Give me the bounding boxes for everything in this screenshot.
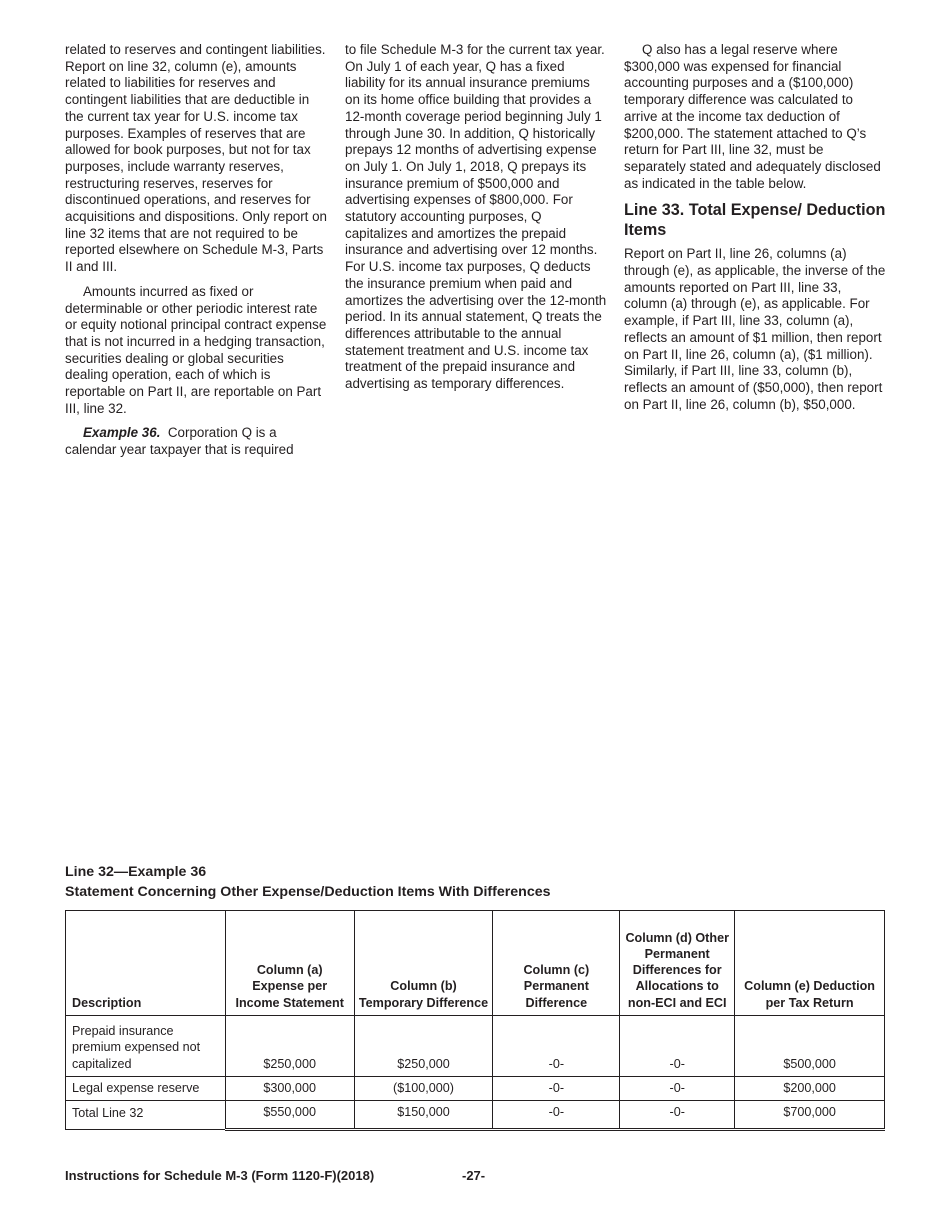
row-description: Total Line 32 [66, 1101, 226, 1130]
paragraph: Q also has a legal reserve where $300,000 was expensed for financial accounting purposes and a ($100,000) temporary difference was calculated to arrive at the income tax deduction of $200,000. The statement attached to Q’s return for Part III, line 32, must be separately stated and adequately disclosed as indicated in the table below. [624, 42, 881, 191]
cell-column-b: $250,000 [354, 1016, 493, 1077]
paragraph: Report on Part II, line 26, columns (a) through (e), as applicable, the inverse of the amounts reported on Part III, line 33, column (a) through (e), as applicable. For example, if Part III, line 33, column (a), reflects an amount of $1 million, then report on Part II, line 26, column (a), ($1 million). Similarly, if Part III, line 33, column (b), reflects an amount of ($50,000), then report on Part II, line 26, column (b), $50,000. [624, 246, 886, 412]
cell-column-a: $250,000 [225, 1016, 354, 1077]
cell-column-d: -0- [620, 1101, 735, 1130]
paragraph: Amounts incurred as fixed or determinable or other periodic interest rate or equity notional principal contract expense that is not incurred in a hedging transaction, securities dealing or global securities dealing operation, each of which is reportable on Part II, are reportable on Part III, line 32. [65, 283, 327, 416]
header-description: Description [66, 911, 226, 1016]
cell-column-a: $300,000 [225, 1076, 354, 1100]
table-row [66, 1016, 885, 1077]
cell-column-c: -0- [493, 1076, 620, 1100]
cell-column-b: ($100,000) [354, 1076, 493, 1100]
cell-column-b: $150,000 [354, 1101, 493, 1130]
cell-column-e: $700,000 [735, 1101, 885, 1130]
table-total-row [66, 1101, 885, 1130]
footer-title: Instructions for Schedule M-3 (Form 1120-F)(2018) [65, 1168, 375, 1183]
paragraph: related to reserves and contingent liabilities. Report on line 32, column (e), amounts related to liabilities for reserves and contingent liabilities that are deductible in the current tax year for U.S. income tax purposes. Examples of reserves that are allowed for book purposes, but not for tax purposes, include warranty reserves, restructuring reserves, reserves for discontinued operations, and reserves for acquisitions and dispositions. Only report on line 32 items that are not required to be reported elsewhere on Schedule M-3, Parts II and III. [65, 42, 328, 275]
table-title-line-2: Statement Concerning Other Expense/Deduction Items With Differences [65, 884, 551, 900]
example-label: Example 36. [83, 425, 161, 441]
header-column-b: Column (b) Temporary Difference [354, 911, 493, 1016]
cell-column-c: -0- [493, 1016, 620, 1077]
section-heading: Line 33. Total Expense/ Deduction Items [624, 201, 886, 240]
example-text: Corporation Q is a calendar year taxpayer that is required [65, 425, 294, 458]
header-column-d: Column (d) Other Permanent Differences for Allocations to non-ECI and ECI [620, 911, 735, 1016]
cell-column-e: $200,000 [735, 1076, 885, 1100]
text-column-3 [624, 42, 886, 421]
example-paragraph [65, 425, 327, 458]
cell-column-d: -0- [620, 1016, 735, 1077]
example-table [65, 910, 885, 1131]
text-column-1 [65, 42, 327, 467]
header-column-a: Column (a) Expense per Income Statement [225, 911, 354, 1016]
table-row [66, 1076, 885, 1100]
table-header-row [66, 911, 885, 1016]
row-description: Prepaid insurance premium expensed not capitalized [66, 1016, 226, 1077]
table-title-line-1: Line 32—Example 36 [65, 864, 207, 880]
page-footer [65, 1168, 486, 1183]
header-column-c: Column (c) Permanent Difference [493, 911, 620, 1016]
example-table-wrapper [65, 910, 885, 1131]
cell-column-d: -0- [620, 1076, 735, 1100]
paragraph: to file Schedule M-3 for the current tax year. On July 1 of each year, Q has a fixed liability for its annual insurance premiums on its home office building that provides a 12-month coverage period beginning July 1 through June 30. In addition, Q historically prepays 12 months of advertising expense on July 1. On July 1, 2018, Q prepays its insurance premium of $500,000 and advertising expenses of $800,000. For statutory accounting purposes, Q capitalizes and amortizes the prepaid insurance and advertising over 12 months. For U.S. income tax purposes, Q deducts the insurance premium when paid and amortizes the advertising over the 12-month period. In its annual statement, Q treats the differences attributable to the annual statement treatment and U.S. income tax treatment of the prepaid insurance and advertising as temporary differences. [345, 42, 607, 392]
cell-column-c: -0- [493, 1101, 620, 1130]
cell-column-a: $550,000 [225, 1101, 354, 1130]
row-description: Legal expense reserve [66, 1076, 226, 1100]
table-title [65, 862, 551, 902]
page-number: -27- [462, 1168, 486, 1183]
header-column-e: Column (e) Deduction per Tax Return [735, 911, 885, 1016]
text-column-2 [345, 42, 607, 401]
cell-column-e: $500,000 [735, 1016, 885, 1077]
